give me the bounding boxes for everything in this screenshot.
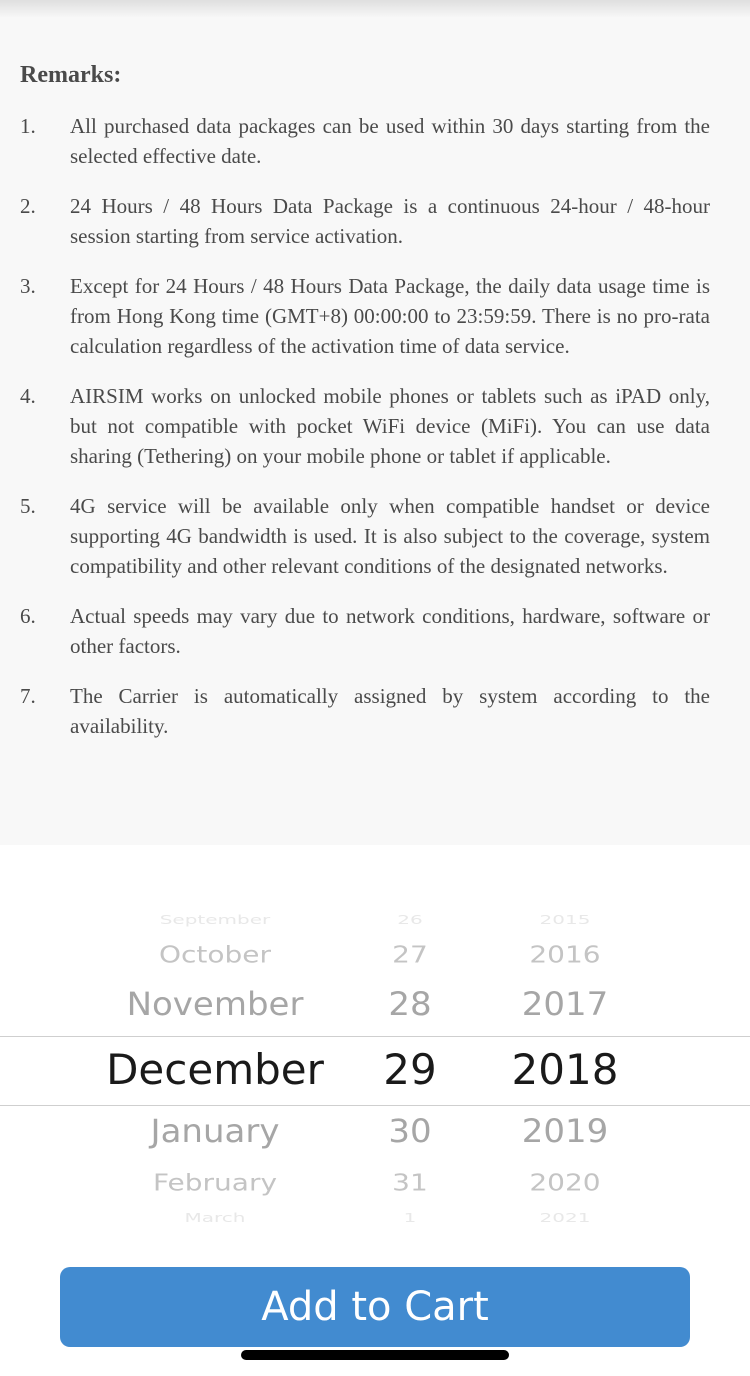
month-option[interactable]: March [184,1210,246,1226]
top-shadow [0,0,750,18]
day-option[interactable]: 31 [392,1168,428,1197]
remark-item-1 [20,111,710,171]
month-option[interactable]: September [159,912,271,928]
month-option[interactable]: February [152,1168,278,1197]
remark-item-2 [20,191,710,251]
add-to-cart-button[interactable]: Add to Cart [60,1267,690,1347]
remark-text: 24 Hours / 48 Hours Data Package is a continuous 24-hour / 48-hour session starting from service activation. [70,194,710,248]
month-option[interactable]: January [150,1113,280,1151]
year-option[interactable]: 2017 [521,986,609,1024]
date-picker[interactable] [0,890,750,1230]
remark-item-6 [20,601,710,661]
year-wheel[interactable] [490,890,640,1230]
month-option[interactable]: October [158,940,272,969]
day-wheel[interactable] [360,890,460,1230]
home-indicator[interactable] [241,1350,509,1360]
remarks-list [20,111,710,741]
remark-number: 1. [20,114,36,138]
day-option[interactable]: 26 [397,912,423,928]
remark-text: All purchased data packages can be used within 30 days starting from the selected effective date. [70,114,710,168]
year-option[interactable]: 2015 [539,912,591,928]
month-wheel[interactable] [90,890,340,1230]
day-option[interactable]: 27 [392,940,428,969]
remark-item-4 [20,381,710,471]
month-option[interactable]: November [126,986,304,1024]
year-option[interactable]: 2021 [539,1210,591,1226]
month-option-selected[interactable]: December [106,1045,324,1094]
year-option[interactable]: 2016 [529,940,601,969]
remark-number: 7. [20,684,36,708]
remark-number: 4. [20,384,36,408]
remark-text: 4G service will be available only when compatible handset or device supporting 4G bandwidth is used. It is also subject to the coverage, system compatibility and other relevant conditions of the designated networks. [70,494,710,578]
remark-number: 3. [20,274,36,298]
day-option[interactable]: 28 [388,986,432,1024]
remark-item-7 [20,681,710,741]
year-option[interactable]: 2019 [521,1113,609,1151]
remark-number: 2. [20,194,36,218]
year-option-selected[interactable]: 2018 [511,1045,619,1094]
remark-text: The Carrier is automatically assigned by system according to the availability. [70,684,710,738]
day-option[interactable]: 30 [388,1113,432,1151]
remark-item-3 [20,271,710,361]
remarks-title: Remarks: [20,62,122,88]
day-option-selected[interactable]: 29 [383,1045,437,1094]
remark-text: Actual speeds may vary due to network conditions, hardware, software or other factors. [70,604,710,658]
remark-item-5 [20,491,710,581]
year-option[interactable]: 2020 [529,1168,601,1197]
remark-text: Except for 24 Hours / 48 Hours Data Package, the daily data usage time is from Hong Kong time (GMT+8) 00:00:00 to 23:59:59. There is no pro-rata calculation regardless of the activation time of data service. [70,274,710,358]
remark-number: 5. [20,494,36,518]
day-option[interactable]: 1 [403,1210,417,1226]
remark-number: 6. [20,604,36,628]
remark-text: AIRSIM works on unlocked mobile phones or tablets such as iPAD only, but not compatible with pocket WiFi device (MiFi). You can use data sharing (Tethering) on your mobile phone or tablet if applicable. [70,384,710,468]
